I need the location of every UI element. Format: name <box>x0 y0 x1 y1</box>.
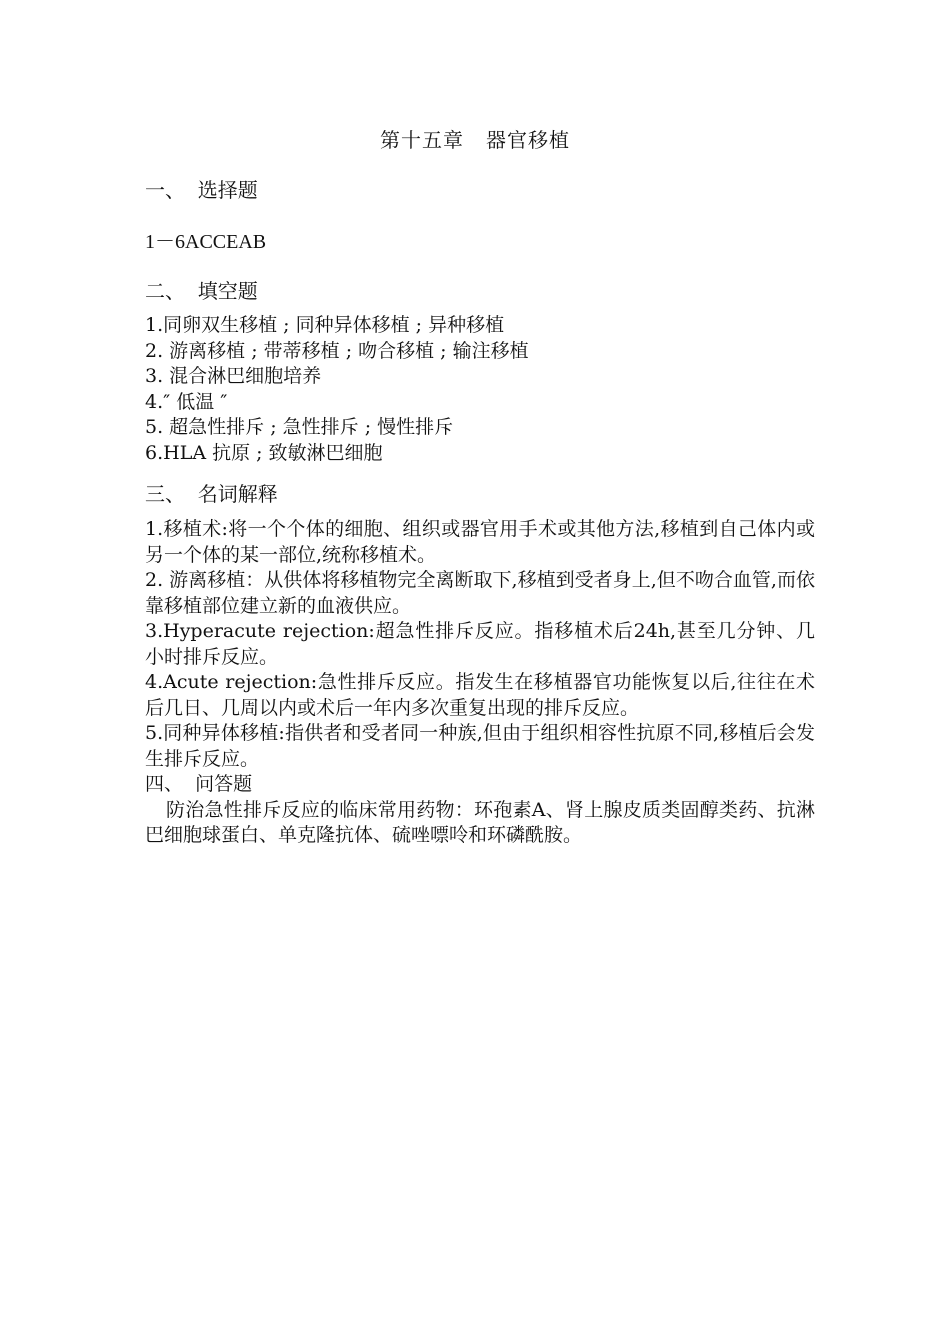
term-definition: 5.同种异体移植:指供者和受者同一种族,但由于组织相容性抗原不同,移植后会发生排斥反应。 <box>145 722 815 770</box>
qa-answer: 防治急性排斥反应的临床常用药物：环孢素A、肾上腺皮质类固醇类药、抗淋巴细胞球蛋白、单克隆抗体、硫唑嘌呤和环磷酰胺。 <box>145 798 815 846</box>
choice-answer-key: 1－6ACCEAB <box>145 231 267 253</box>
section-heading-fill: 二、 填空题 <box>145 279 258 303</box>
section-heading-terms: 三、 名词解释 <box>145 482 278 506</box>
term-definition: 3.Hyperacute rejection:超急性排斥反应。指移植术后24h,甚至几分钟、几小时排斥反应。 <box>145 620 815 668</box>
section-heading-qa: 四、 问答题 <box>145 773 253 795</box>
term-definition: 1.移植术:将一个个体的细胞、组织或器官用手术或其他方法,移植到自己体内或另一个体的某一部位,统称移植术。 <box>145 518 815 566</box>
fill-answer-item: 5. 超急性排斥 ; 急性排斥 ; 慢性排斥 <box>145 416 454 438</box>
section-heading-choice: 一、 选择题 <box>145 178 258 202</box>
fill-answer-item: 2. 游离移植 ; 带蒂移植 ; 吻合移植 ; 输注移植 <box>145 339 529 362</box>
fill-answer-item: 6.HLA 抗原 ; 致敏淋巴细胞 <box>145 441 383 464</box>
fill-answer-item: 4.″ 低温 ″ <box>145 390 228 413</box>
fill-answer-list <box>145 313 815 466</box>
term-definition: 4.Acute rejection:急性排斥反应。指发生在移植器官功能恢复以后,往往在术后几日、几周以内或术后一年内多次重复出现的排斥反应。 <box>145 671 815 719</box>
chapter-title: 第十五章 器官移植 <box>379 128 571 152</box>
fill-answer-item: 1.同卵双生移植 ; 同种异体移植 ; 异种移植 <box>145 314 505 336</box>
term-definition: 2. 游离移植：从供体将移植物完全离断取下,移植到受者身上,但不吻合血管,而依靠移植部位建立新的血液供应。 <box>145 569 815 617</box>
terms-list <box>145 517 815 849</box>
fill-answer-item: 3. 混合淋巴细胞培养 <box>145 365 322 387</box>
